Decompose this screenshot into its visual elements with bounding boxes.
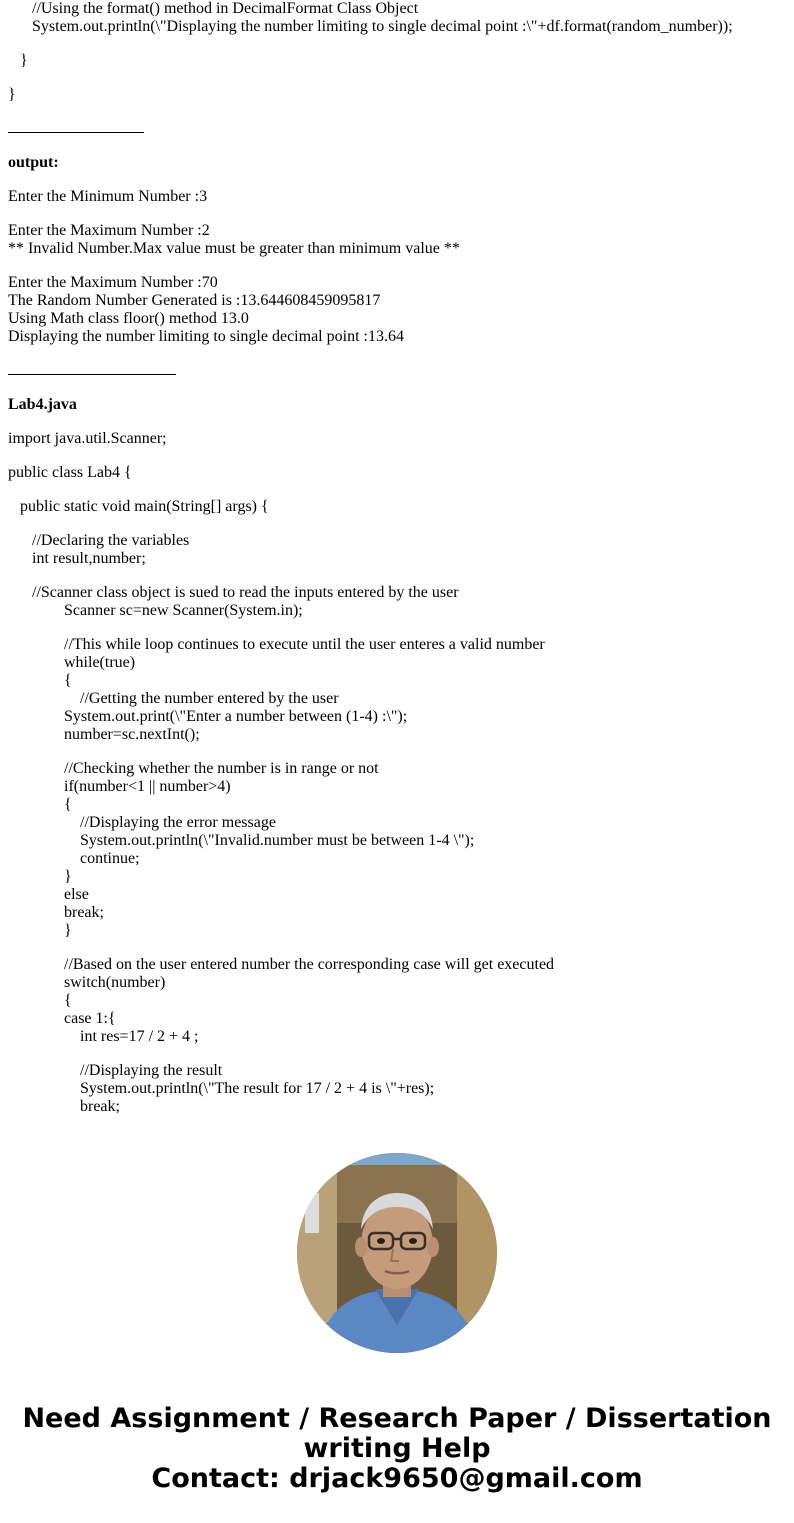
separator-rule	[8, 362, 788, 380]
promo-footer	[0, 1404, 794, 1494]
output-line: Using Math class floor() method 13.0	[8, 310, 249, 327]
code-line: System.out.println(\"The result for 17 / 2 + 4 is \"+res);	[8, 1080, 435, 1097]
code-line	[8, 620, 788, 636]
code-line: public static void main(String[] args) {	[8, 498, 269, 515]
code-block-lab4	[8, 430, 788, 1116]
code-line	[8, 940, 788, 956]
promo-line-1: Need Assignment / Research Paper / Dissertation	[22, 1403, 772, 1434]
code-line: //Displaying the error message	[8, 814, 276, 831]
code-line: }	[8, 868, 72, 885]
code-line: continue;	[8, 850, 140, 867]
person-photo-illustration	[297, 1153, 497, 1353]
code-line: //Checking whether the number is in range or not	[8, 760, 379, 777]
output-line: The Random Number Generated is :13.644608459095817	[8, 292, 381, 309]
code-line: Scanner sc=new Scanner(System.in);	[8, 602, 303, 619]
code-block-top	[8, 0, 788, 104]
code-line: while(true)	[8, 654, 136, 671]
code-line: {	[8, 672, 72, 689]
code-line: else	[8, 886, 89, 903]
output-line: Enter the Minimum Number :3	[8, 188, 208, 205]
output-line: ** Invalid Number.Max value must be greater than minimum value **	[8, 240, 460, 257]
code-line: System.out.print(\"Enter a number between (1-4) :\");	[8, 708, 408, 725]
code-line: //Using the format() method in DecimalFormat Class Object	[8, 0, 419, 17]
code-line: //Scanner class object is sued to read the inputs entered by the user	[8, 584, 459, 601]
document-body	[8, 0, 788, 1122]
code-line: number=sc.nextInt();	[8, 726, 200, 743]
code-line: //Displaying the result	[8, 1062, 223, 1079]
code-line	[8, 568, 788, 584]
output-line: Displaying the number limiting to single decimal point :13.64	[8, 328, 404, 345]
code-line: }	[8, 922, 72, 939]
code-line: }	[8, 86, 16, 103]
code-line: import java.util.Scanner;	[8, 430, 167, 447]
code-line: if(number<1 || number>4)	[8, 778, 231, 795]
code-line: case 1:{	[8, 1010, 116, 1027]
code-line	[8, 482, 788, 498]
output-line	[8, 258, 788, 274]
code-line: int result,number;	[8, 550, 146, 567]
output-line	[8, 206, 788, 222]
output-heading: output:	[8, 154, 59, 171]
code-line	[8, 36, 788, 52]
code-line	[8, 744, 788, 760]
code-line: //This while loop continues to execute until the user enteres a valid number	[8, 636, 545, 653]
code-line: }	[8, 52, 28, 69]
code-line: int res=17 / 2 + 4 ;	[8, 1028, 199, 1045]
code-line: //Based on the user entered number the corresponding case will get executed	[8, 956, 555, 973]
code-line: //Declaring the variables	[8, 532, 190, 549]
code-line	[8, 448, 788, 464]
promo-line-2: writing Help	[303, 1433, 491, 1464]
code-line: break;	[8, 904, 104, 921]
code-line: System.out.println(\"Displaying the number limiting to single decimal point :\"+df.format(random_number));	[8, 18, 733, 35]
separator-rule	[8, 120, 788, 138]
file-heading: Lab4.java	[8, 396, 77, 413]
output-line: Enter the Maximum Number :2	[8, 222, 210, 239]
code-line: System.out.println(\"Invalid.number must be between 1-4 \");	[8, 832, 475, 849]
code-line: //Getting the number entered by the user	[8, 690, 339, 707]
output-block	[8, 188, 788, 346]
code-line	[8, 1046, 788, 1062]
code-line: {	[8, 992, 72, 1009]
code-line: break;	[8, 1098, 120, 1115]
code-line	[8, 516, 788, 532]
code-line: switch(number)	[8, 974, 166, 991]
output-line: Enter the Maximum Number :70	[8, 274, 218, 291]
code-line: {	[8, 796, 72, 813]
author-photo	[297, 1153, 497, 1353]
code-line: public class Lab4 {	[8, 464, 132, 481]
contact-line: Contact: drjack9650@gmail.com	[151, 1463, 643, 1494]
code-line	[8, 70, 788, 86]
